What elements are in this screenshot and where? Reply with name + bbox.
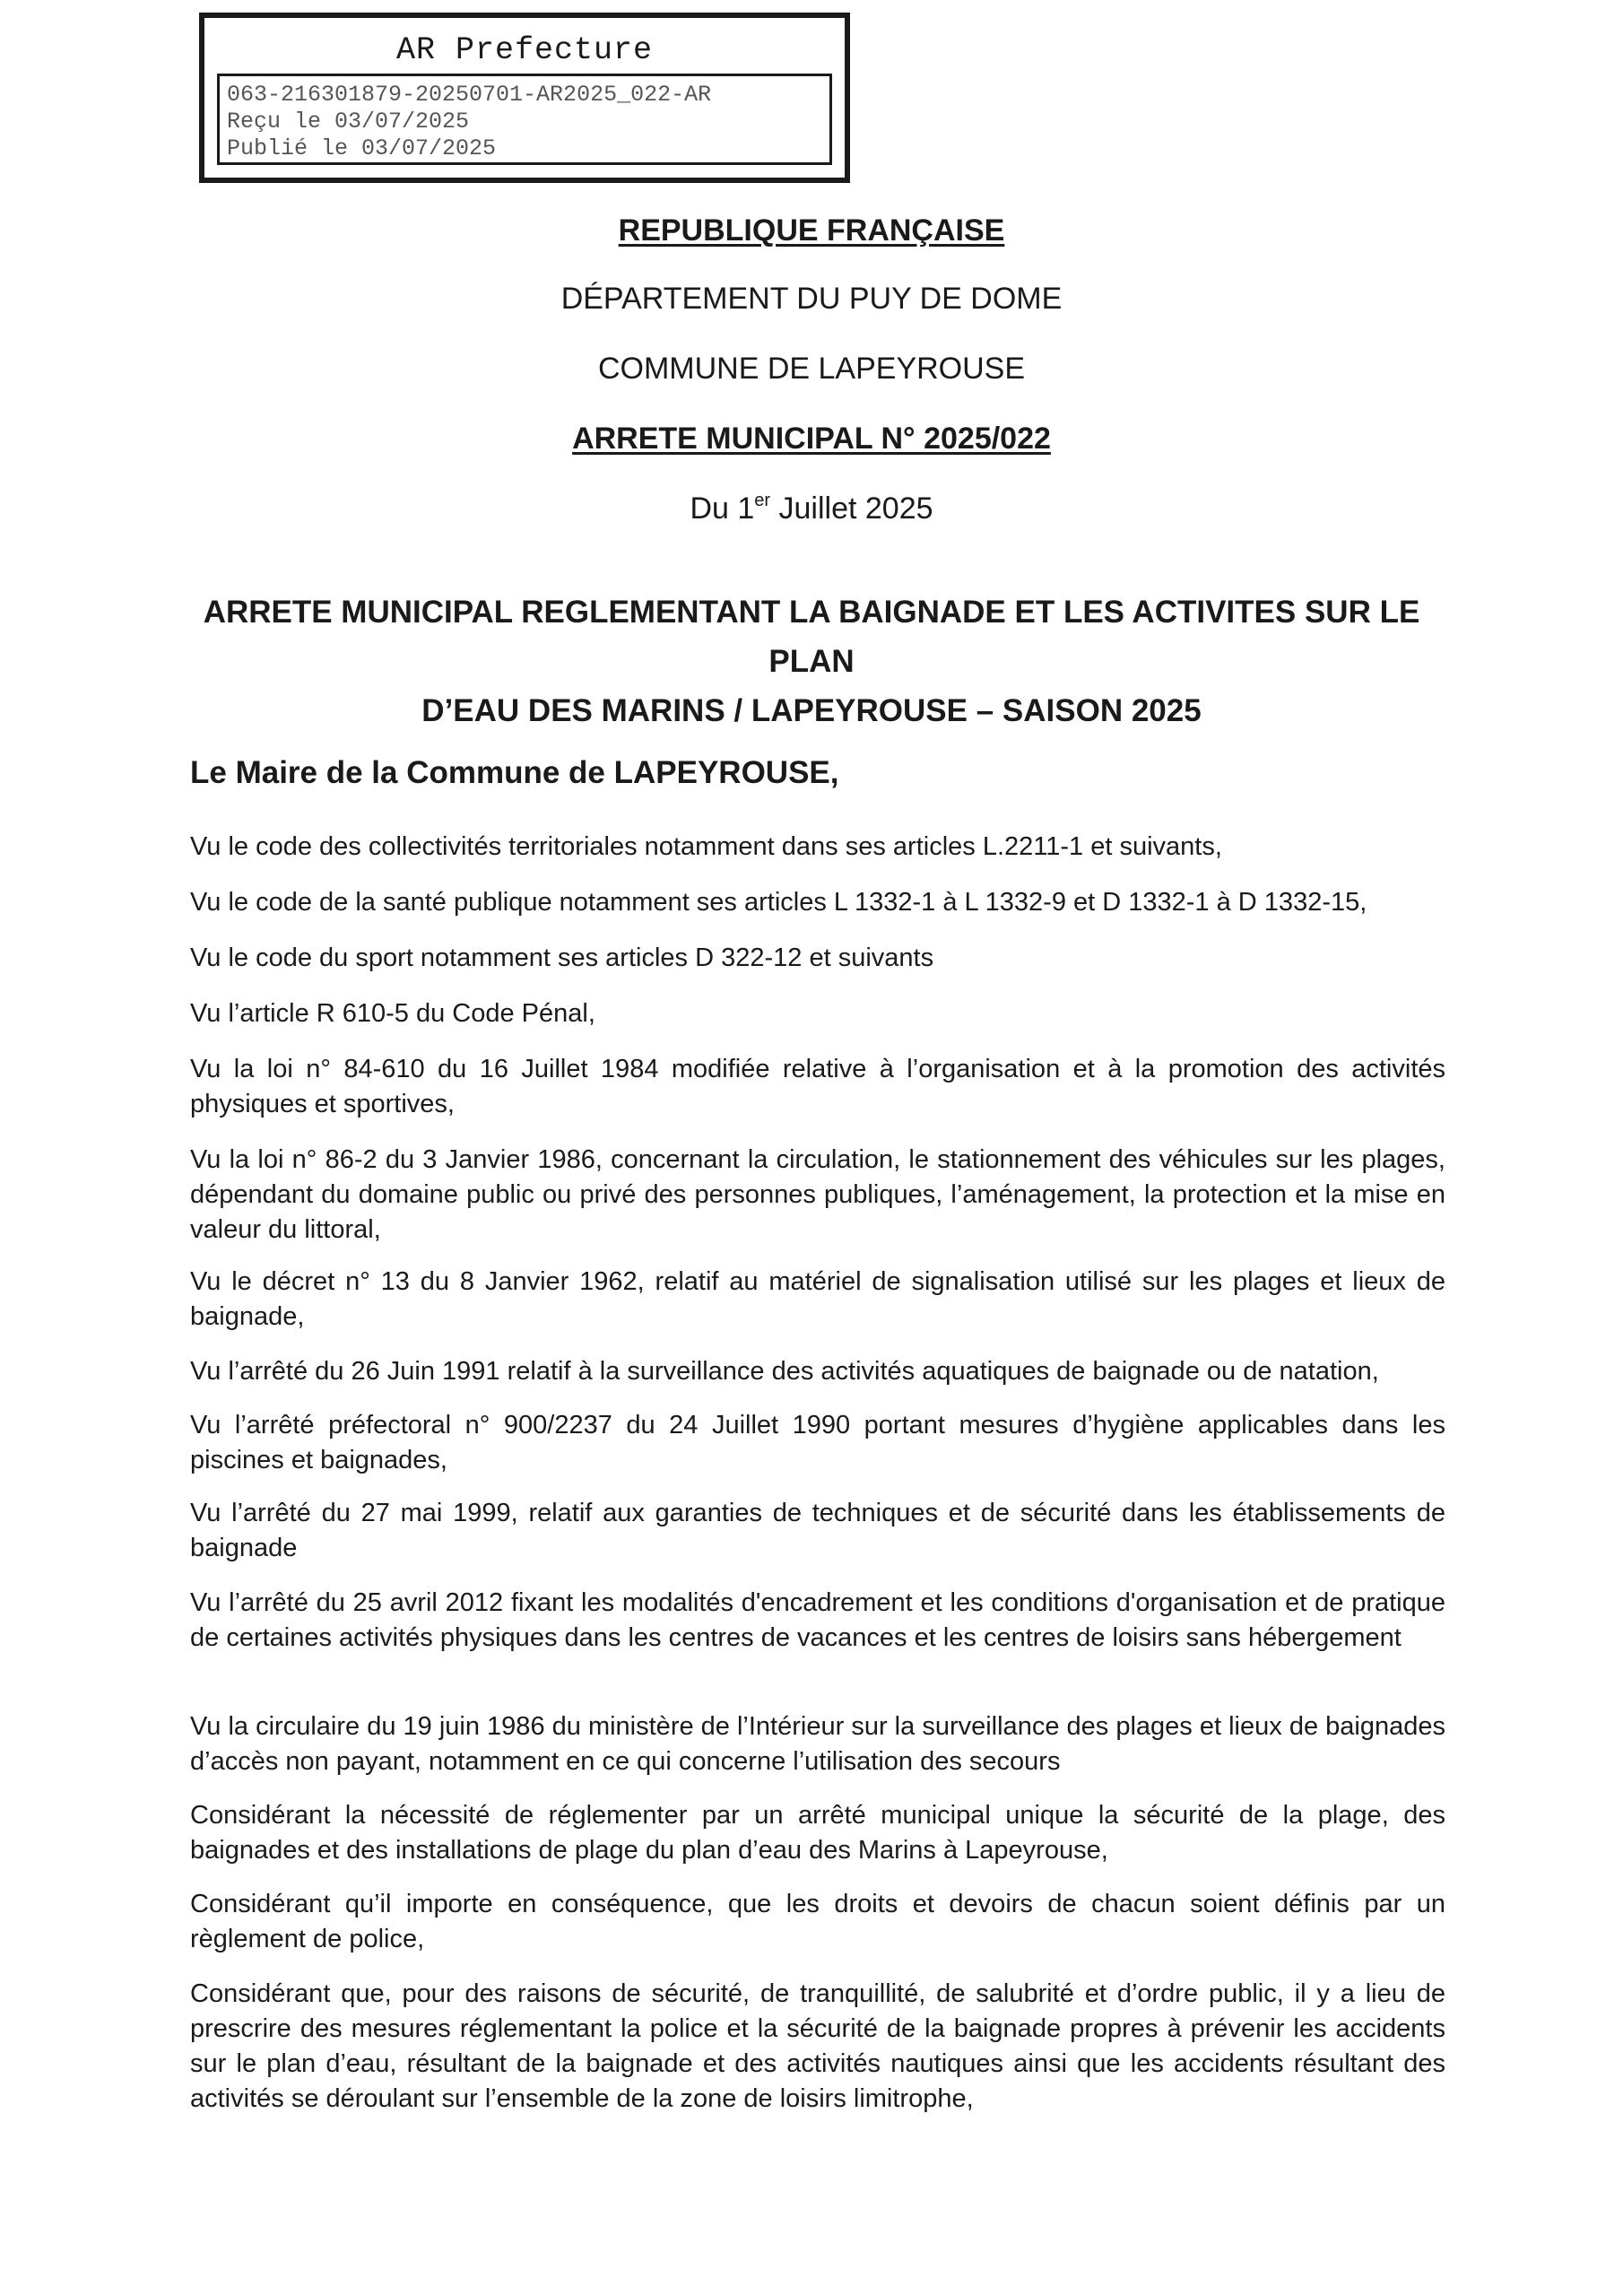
- arrete-number: ARRETE MUNICIPAL N° 2025/022: [572, 422, 1051, 456]
- stamp-reference: 063-216301879-20250701-AR2025_022-AR: [227, 82, 712, 108]
- considerant-paragraph: Vu l’arrêté du 26 Juin 1991 relatif à la surveillance des activités aquatiques de baignade ou de natation,: [190, 1357, 1379, 1386]
- considerant-paragraph: Vu le code des collectivités territoriales notamment dans ses articles L.2211-1 et suivants,: [190, 832, 1222, 861]
- maire-heading: Le Maire de la Commune de LAPEYROUSE,: [190, 755, 839, 790]
- arrete-title: [179, 587, 1444, 735]
- arrete-date: Du 1er Juillet 2025: [690, 491, 933, 526]
- commune-heading: COMMUNE DE LAPEYROUSE: [597, 352, 1026, 386]
- considerant-paragraph: Vu le décret n° 13 du 8 Janvier 1962, relatif au matériel de signalisation utilisé sur les plages et lieux de baignade,: [190, 1267, 1445, 1331]
- considerant-paragraph: Vu la circulaire du 19 juin 1986 du ministère de l’Intérieur sur la surveillance des plages et lieux de baignades d’accès non payant, notamment en ce qui concerne l’utilisation des secours: [190, 1712, 1445, 1776]
- departement-heading: DÉPARTEMENT DU PUY DE DOME: [560, 282, 1063, 316]
- considerant-paragraph: Vu la loi n° 84-610 du 16 Juillet 1984 modifiée relative à l’organisation et à la promotion des activités physiques et sportives,: [190, 1055, 1445, 1118]
- considerant-paragraph: Considérant qu’il importe en conséquence, que les droits et devoirs de chacun soient définis par un règlement de police,: [190, 1890, 1445, 1953]
- republique-heading: REPUBLIQUE FRANÇAISE: [618, 213, 1005, 248]
- considerant-paragraph: Vu l’article R 610-5 du Code Pénal,: [190, 999, 595, 1028]
- considerant-paragraph: Vu l’arrêté du 27 mai 1999, relatif aux garanties de techniques et de sécurité dans les établissements de baignade: [190, 1499, 1445, 1562]
- considerant-paragraph: Vu l’arrêté du 25 avril 2012 fixant les modalités d'encadrement et les conditions d'organisation et de pratique de certaines activités physiques dans les centres de vacances et les centres de loisirs sans hébergement: [190, 1588, 1445, 1652]
- stamp-published-date: Publié le 03/07/2025: [227, 135, 497, 161]
- stamp-received-date: Reçu le 03/07/2025: [227, 109, 470, 135]
- prefecture-stamp: [199, 13, 850, 183]
- stamp-title: AR Prefecture: [395, 32, 654, 68]
- considerant-paragraph: Vu l’arrêté préfectoral n° 900/2237 du 24 Juillet 1990 portant mesures d’hygiène applicables dans les piscines et baignades,: [190, 1411, 1445, 1474]
- considerant-paragraph: Considérant que, pour des raisons de sécurité, de tranquillité, de salubrité et d’ordre public, il y a lieu de prescrire des mesures réglementant la police et la sécurité de la baignade propres à prévenir les accidents sur le plan d’eau, résultant de la baignade et des activités nautiques ainsi que les accidents résultant des activités se déroulant sur l’ensemble de la zone de loisirs limitrophe,: [190, 1979, 1445, 2113]
- considerant-paragraph: Vu la loi n° 86-2 du 3 Janvier 1986, concernant la circulation, le stationnement des véhicules sur les plages, dépendant du domaine public ou privé des personnes publiques, l’aménagement, la protection et la mise en valeur du littoral,: [190, 1145, 1445, 1244]
- considerant-paragraph: Considérant la nécessité de réglementer par un arrêté municipal unique la sécurité de la plage, des baignades et des installations de plage du plan d’eau des Marins à Lapeyrouse,: [190, 1801, 1445, 1865]
- stamp-details: [217, 74, 832, 165]
- considerant-paragraph: Vu le code de la santé publique notamment ses articles L 1332-1 à L 1332-9 et D 1332-1 à D 1332-15,: [190, 888, 1367, 917]
- considerant-paragraph: Vu le code du sport notamment ses articles D 322-12 et suivants: [190, 944, 934, 972]
- arrete-title-line-2: D’EAU DES MARINS / LAPEYROUSE – SAISON 2025: [421, 693, 1202, 728]
- arrete-title-line-1: ARRETE MUNICIPAL REGLEMENTANT LA BAIGNADE ET LES ACTIVITES SUR LE PLAN: [203, 595, 1420, 679]
